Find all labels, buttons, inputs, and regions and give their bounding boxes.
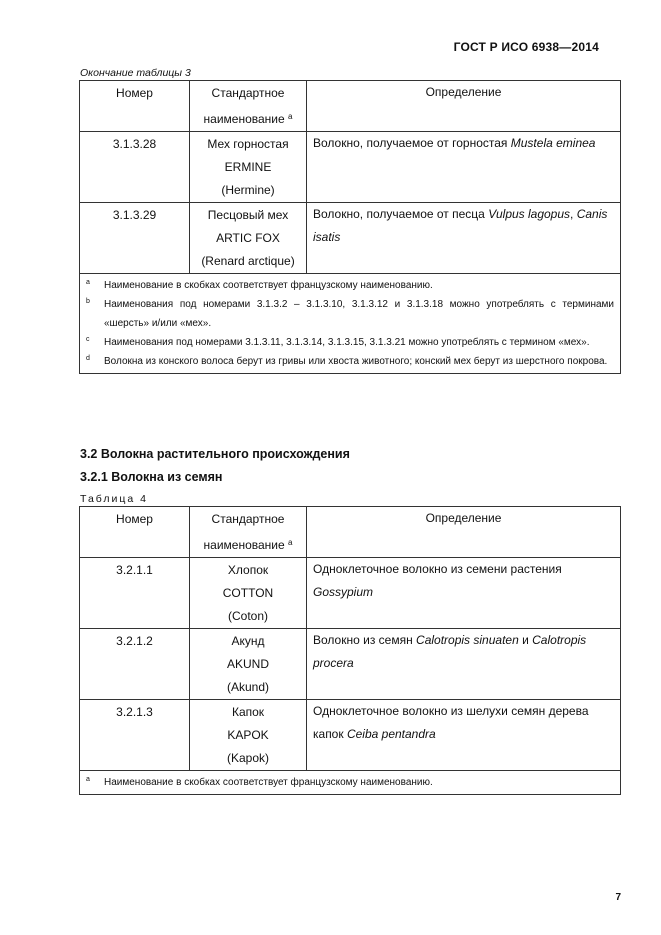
name-en: AKUND — [226, 657, 269, 671]
footnote-text: Наименование в скобках соответствует французскому наименованию. — [104, 777, 433, 788]
table4-caption: Таблица 4 — [80, 493, 148, 505]
table-row — [80, 203, 621, 274]
name-ru: Акунд — [231, 634, 265, 648]
def-text: Волокно, получаемое от горностая — [313, 136, 511, 150]
col-number-header: Номер — [80, 507, 190, 558]
def-text: Волокно из семян — [313, 633, 417, 647]
page-number: 7 — [615, 892, 621, 903]
name-ru: Хлопок — [227, 563, 269, 577]
name-fr: (Hermine) — [221, 183, 275, 197]
table-header-row — [80, 81, 621, 132]
row-number: 3.1.3.28 — [80, 132, 190, 203]
footnote-mark: а — [86, 279, 90, 286]
table-row — [80, 700, 621, 771]
col-number-header: Номер — [80, 81, 190, 132]
name-ru: Мех горностая — [207, 137, 289, 151]
row-name — [190, 558, 307, 629]
col-name-text: Стандартное наименование — [203, 512, 285, 552]
row-number: 3.2.1.1 — [80, 558, 190, 629]
footnote-mark: а — [288, 538, 293, 547]
row-definition — [307, 558, 621, 629]
footnote-text: Наименование в скобках соответствует французскому наименованию. — [104, 280, 433, 291]
footnote-mark: d — [86, 355, 90, 362]
name-ru: Песцовый мех — [207, 208, 289, 222]
col-name-header — [190, 507, 307, 558]
footnote-text: Наименования под номерами 3.1.3.11, 3.1.3.14, 3.1.3.15, 3.1.3.21 можно употреблять с термином «мех». — [104, 337, 590, 348]
name-en: ARTIC FOX — [216, 231, 280, 245]
def-latin: Mustela eminea — [510, 136, 596, 150]
row-number: 3.2.1.3 — [80, 700, 190, 771]
def-text: Одноклеточное волокно из семени растения — [313, 562, 562, 576]
def-text-2: и — [518, 633, 533, 647]
table-row — [80, 132, 621, 203]
table-footnotes-row — [80, 274, 621, 374]
footnote-mark: а — [86, 776, 90, 783]
def-text-2: , — [570, 207, 577, 221]
row-name — [190, 203, 307, 274]
def-latin: Vulpus lagopus — [488, 207, 571, 221]
table-row — [80, 629, 621, 700]
col-definition-header: Определение — [307, 81, 621, 132]
def-latin-2: Canis isatis — [313, 207, 608, 244]
name-en: ERMINE — [224, 160, 272, 174]
row-definition — [307, 203, 621, 274]
name-ru: Капок — [231, 705, 265, 719]
row-definition — [307, 629, 621, 700]
row-name — [190, 700, 307, 771]
def-latin: Calotropis sinuaten — [416, 633, 519, 647]
name-fr: (Coton) — [227, 609, 268, 623]
footnote-text: Волокна из конского волоса берут из гривы или хвоста животного; конский мех берут из шерстного покрова. — [104, 356, 608, 367]
table-4 — [79, 506, 621, 795]
footnote-text: Наименования под номерами 3.1.3.2 – 3.1.3.10, 3.1.3.12 и 3.1.3.18 можно употреблять с терминами «шерсть» и/или «мех». — [104, 299, 614, 329]
table-3 — [79, 80, 621, 374]
footnote — [86, 352, 614, 371]
col-definition-header: Определение — [307, 507, 621, 558]
footnote-mark: а — [288, 112, 293, 121]
def-latin: Ceiba pentandra — [346, 727, 436, 741]
name-en: KAPOK — [227, 728, 269, 742]
col-name-header — [190, 81, 307, 132]
name-fr: (Renard arctique) — [201, 254, 295, 268]
row-number: 3.1.3.29 — [80, 203, 190, 274]
footnote — [86, 295, 614, 333]
def-latin-2: Calotropis procera — [313, 633, 587, 670]
footnote — [86, 773, 614, 792]
table-footnotes — [80, 274, 621, 374]
name-fr: (Akund) — [226, 680, 270, 694]
col-name-text: Стандартное наименование — [203, 86, 285, 126]
name-fr: (Kapok) — [226, 751, 270, 765]
table-header-row — [80, 507, 621, 558]
footnote — [86, 276, 614, 295]
def-latin: Gossypium — [313, 585, 374, 599]
row-definition — [307, 132, 621, 203]
name-en: COTTON — [222, 586, 274, 600]
table-footnotes-row — [80, 771, 621, 795]
row-name — [190, 629, 307, 700]
row-definition — [307, 700, 621, 771]
footnote-mark: c — [86, 336, 90, 343]
table3-caption: Окончание таблицы 3 — [80, 67, 191, 79]
subsection-heading: 3.2.1 Волокна из семян — [80, 470, 223, 484]
row-name — [190, 132, 307, 203]
row-number: 3.2.1.2 — [80, 629, 190, 700]
document-header: ГОСТ Р ИСО 6938—2014 — [453, 40, 599, 54]
section-heading: 3.2 Волокна растительного происхождения — [80, 447, 350, 461]
table-footnotes — [80, 771, 621, 795]
table-row — [80, 558, 621, 629]
def-text: Волокно, получаемое от песца — [313, 207, 489, 221]
def-text: Одноклеточное волокно из шелухи семян дерева капок — [313, 704, 589, 741]
footnote-mark: b — [86, 298, 90, 305]
footnote — [86, 333, 614, 352]
